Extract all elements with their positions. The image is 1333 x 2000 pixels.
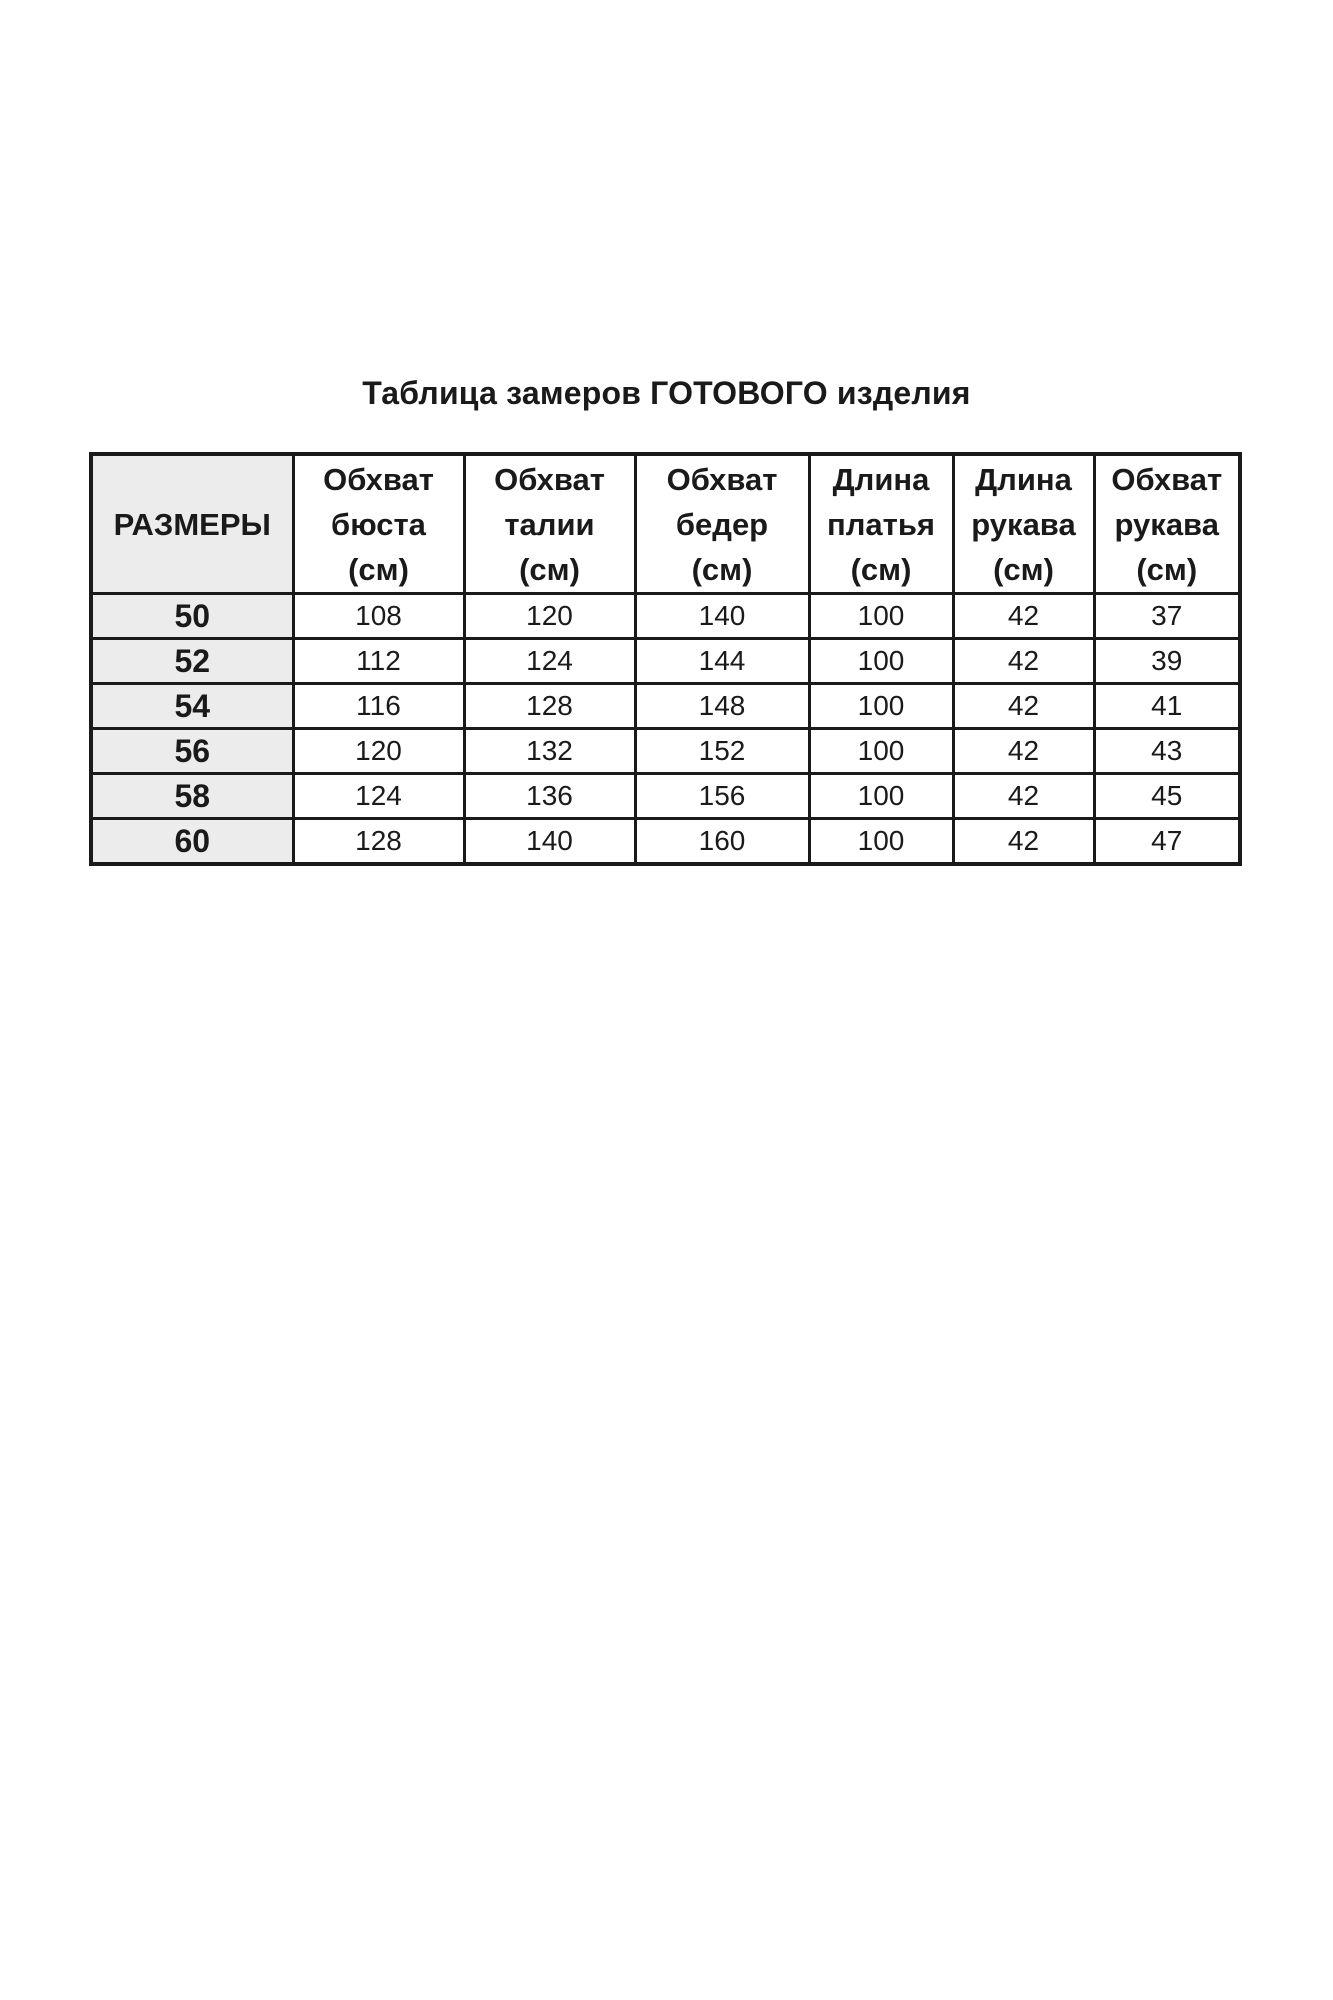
hips-cell: 140 bbox=[635, 594, 809, 639]
sleeve-length-cell: 42 bbox=[953, 729, 1094, 774]
hips-cell: 148 bbox=[635, 684, 809, 729]
hips-cell: 156 bbox=[635, 774, 809, 819]
bust-cell: 120 bbox=[293, 729, 464, 774]
waist-cell: 120 bbox=[464, 594, 635, 639]
size-cell: 50 bbox=[91, 594, 293, 639]
bust-cell: 116 bbox=[293, 684, 464, 729]
waist-cell: 136 bbox=[464, 774, 635, 819]
table-header-row bbox=[91, 454, 1240, 594]
column-header-waist: Обхват талии (см) bbox=[464, 454, 635, 594]
hips-cell: 144 bbox=[635, 639, 809, 684]
size-cell: 56 bbox=[91, 729, 293, 774]
sleeve-girth-cell: 45 bbox=[1094, 774, 1240, 819]
size-chart-table bbox=[89, 452, 1242, 866]
dress-length-cell: 100 bbox=[809, 819, 953, 865]
hips-cell: 160 bbox=[635, 819, 809, 865]
column-header-sleeve-girth: Обхват рукава (см) bbox=[1094, 454, 1240, 594]
size-column-header: РАЗМЕРЫ bbox=[91, 454, 293, 594]
hips-cell: 152 bbox=[635, 729, 809, 774]
sleeve-girth-cell: 41 bbox=[1094, 684, 1240, 729]
bust-cell: 108 bbox=[293, 594, 464, 639]
table-row bbox=[91, 819, 1240, 865]
table-row bbox=[91, 774, 1240, 819]
sleeve-girth-cell: 47 bbox=[1094, 819, 1240, 865]
size-cell: 60 bbox=[91, 819, 293, 865]
sleeve-girth-cell: 37 bbox=[1094, 594, 1240, 639]
waist-cell: 140 bbox=[464, 819, 635, 865]
dress-length-cell: 100 bbox=[809, 639, 953, 684]
sleeve-length-cell: 42 bbox=[953, 684, 1094, 729]
size-cell: 58 bbox=[91, 774, 293, 819]
column-header-dress-length: Длина платья (см) bbox=[809, 454, 953, 594]
table-row bbox=[91, 729, 1240, 774]
dress-length-cell: 100 bbox=[809, 594, 953, 639]
waist-cell: 128 bbox=[464, 684, 635, 729]
sleeve-length-cell: 42 bbox=[953, 639, 1094, 684]
dress-length-cell: 100 bbox=[809, 684, 953, 729]
column-header-hips: Обхват бедер (см) bbox=[635, 454, 809, 594]
table-row bbox=[91, 639, 1240, 684]
bust-cell: 128 bbox=[293, 819, 464, 865]
bust-cell: 112 bbox=[293, 639, 464, 684]
size-cell: 54 bbox=[91, 684, 293, 729]
sleeve-girth-cell: 39 bbox=[1094, 639, 1240, 684]
sleeve-length-cell: 42 bbox=[953, 819, 1094, 865]
dress-length-cell: 100 bbox=[809, 774, 953, 819]
sleeve-length-cell: 42 bbox=[953, 594, 1094, 639]
table-row bbox=[91, 594, 1240, 639]
sleeve-girth-cell: 43 bbox=[1094, 729, 1240, 774]
dress-length-cell: 100 bbox=[809, 729, 953, 774]
page-title: Таблица замеров ГОТОВОГО изделия bbox=[362, 375, 971, 411]
waist-cell: 132 bbox=[464, 729, 635, 774]
bust-cell: 124 bbox=[293, 774, 464, 819]
sleeve-length-cell: 42 bbox=[953, 774, 1094, 819]
column-header-sleeve-length: Длина рукава (см) bbox=[953, 454, 1094, 594]
column-header-bust: Обхват бюста (см) bbox=[293, 454, 464, 594]
table-row bbox=[91, 684, 1240, 729]
size-cell: 52 bbox=[91, 639, 293, 684]
waist-cell: 124 bbox=[464, 639, 635, 684]
